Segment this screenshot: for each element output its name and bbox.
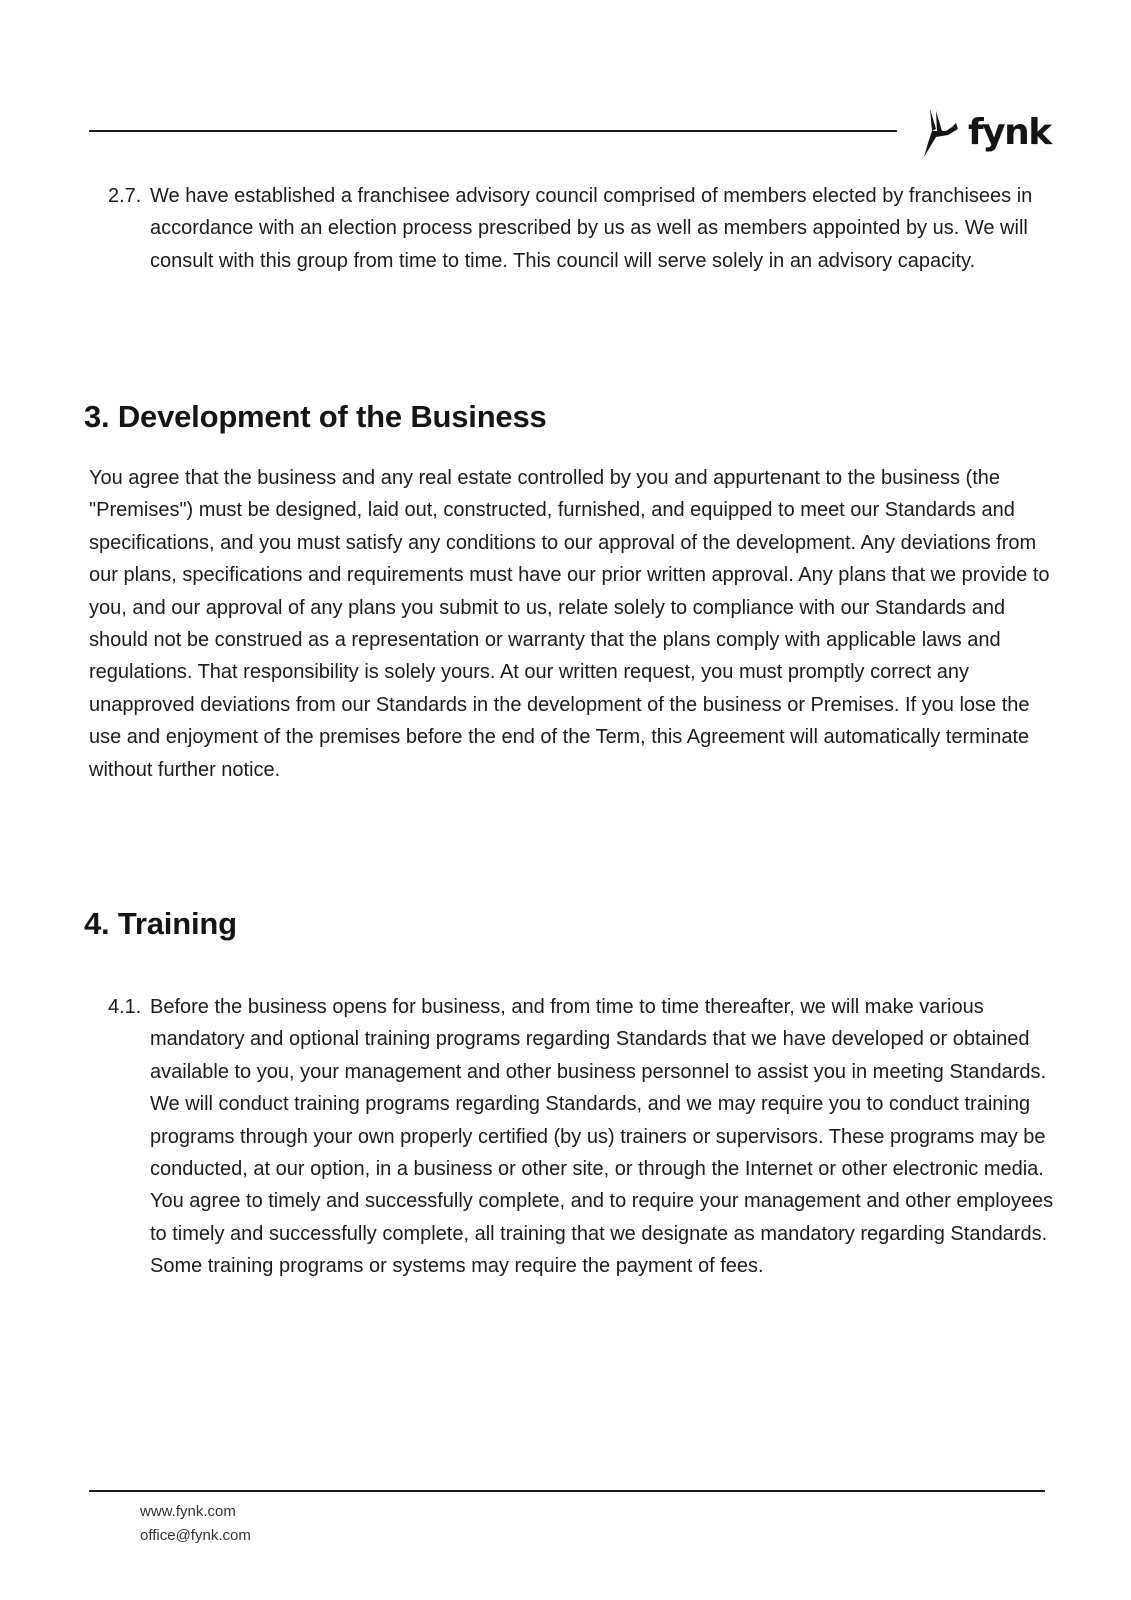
footer-divider [89, 1490, 1045, 1492]
clause-number: 4.1. [108, 996, 142, 1018]
clause-number: 2.7. [108, 185, 142, 207]
footer-email-link[interactable]: office@fynk.com [140, 1527, 251, 1544]
clause-4-1 [108, 991, 1058, 1283]
section-heading-development: 3. Development of the Business [84, 399, 547, 434]
clause-text: We have established a franchisee advisory council comprised of members elected by franchisees in accordance with an election process prescribed by us as well as members appointed by us. We will consult with this group from time to time. This council will serve solely in an advisory capacity. [150, 185, 1033, 272]
fynk-logo [922, 106, 1051, 160]
section-body-development: You agree that the business and any real estate controlled by you and appurtenant to the business (the "Premises") must be designed, laid out, constructed, furnished, and equipped to meet our Standards and specifications, and you must satisfy any conditions to our approval of the development. Any deviations from our plans, specifications and requirements must have our prior written approval. Any plans that we provide to you, and our approval of any plans you submit to us, relate solely to compliance with our Standards and should not be construed as a representation or warranty that the plans comply with applicable laws and regulations. That responsibility is solely yours. At our written request, you must promptly correct any unapproved deviations from our Standards in the development of the business or Premises. If you lose the use and enjoyment of the premises before the end of the Term, this Agreement will automatically terminate without further notice. [89, 467, 1050, 781]
clause-2-7 [108, 180, 1058, 277]
clause-text: Before the business opens for business, and from time to time thereafter, we will make various mandatory and optional training programs regarding Standards that we have developed or obtained available to you, your management and other business personnel to assist you in meeting Standards. We will conduct training programs regarding Standards, and we may require you to conduct training programs through your own properly certified (by us) trainers or supervisors. These programs may be conducted, at our option, in a business or other site, or through the Internet or other electronic media. You agree to timely and successfully complete, and to require your management and other employees to timely and successfully complete, all training that we designate as mandatory regarding Standards. Some training programs or systems may require the payment of fees. [150, 996, 1054, 1278]
logo-wordmark: fynk [968, 112, 1051, 153]
header-divider [89, 130, 897, 132]
bird-logo-icon [922, 107, 962, 159]
section-heading-training: 4. Training [84, 906, 237, 941]
footer-website-link[interactable]: www.fynk.com [140, 1503, 236, 1520]
footer [140, 1500, 251, 1548]
